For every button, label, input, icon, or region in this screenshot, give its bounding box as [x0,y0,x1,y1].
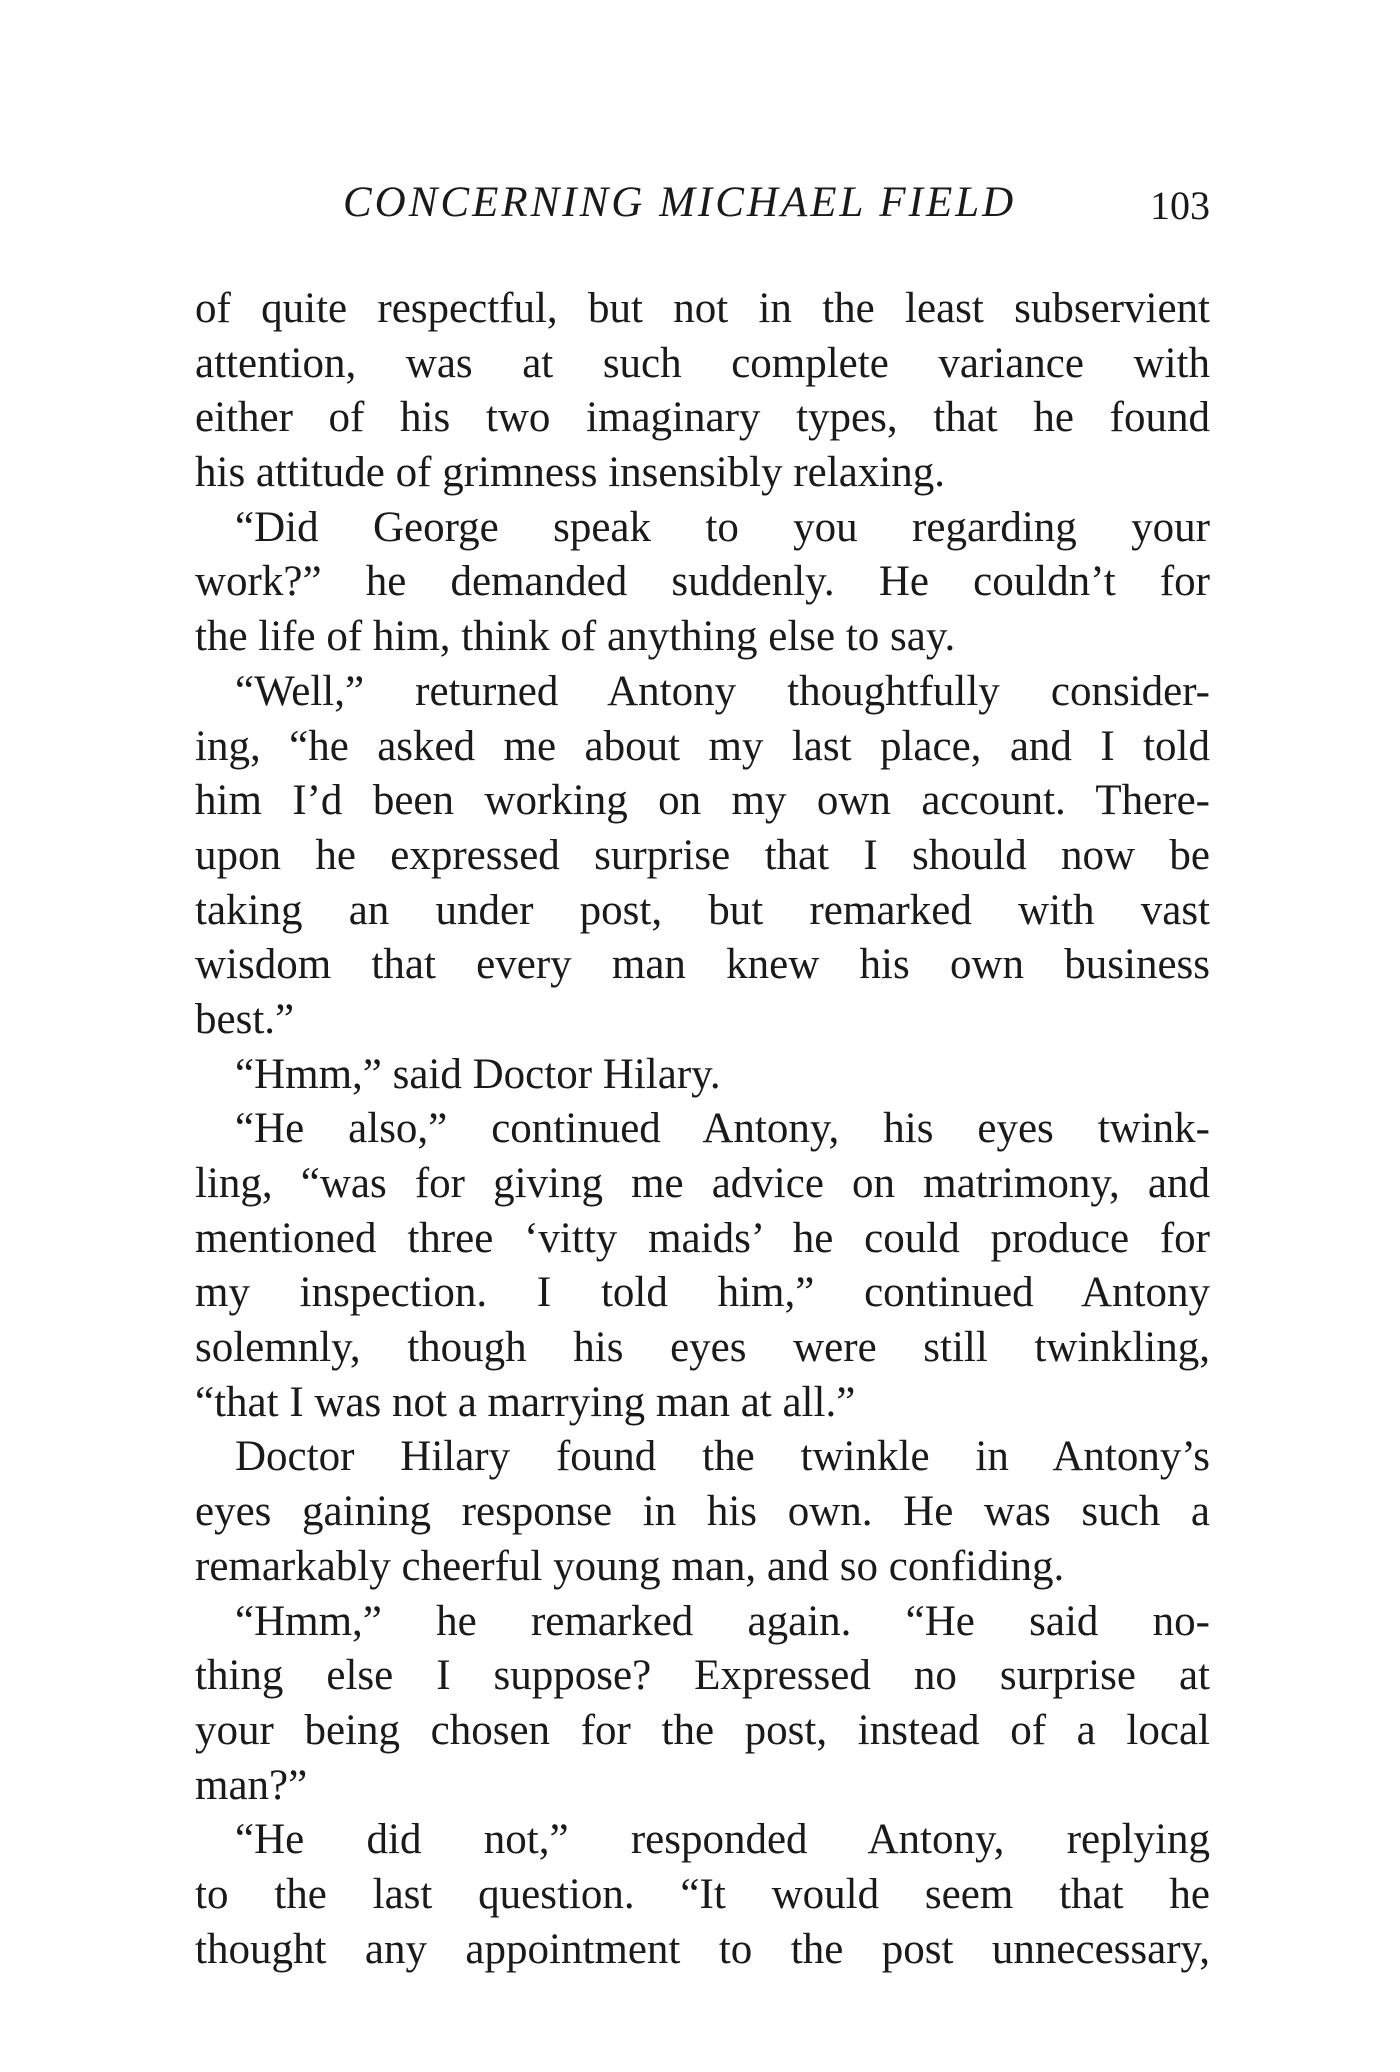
text-line: remarkably cheerful young man, and so confiding. [195,1542,1065,1590]
text-line: him I’d been working on my own account. There- [195,777,1210,825]
text-line: “He also,” continued Antony, his eyes twink- [235,1105,1210,1153]
text-line: “Hmm,” said Doctor Hilary. [235,1050,721,1098]
text-line: your being chosen for the post, instead of a local [195,1706,1210,1754]
text-line: taking an under post, but remarked with vast [195,886,1210,934]
text-line: either of his two imaginary types, that he found [195,394,1210,442]
text-line: work?” he demanded suddenly. He couldn’t for [195,558,1210,606]
text-line: eyes gaining response in his own. He was such a [195,1488,1210,1536]
text-line: “Hmm,” he remarked again. “He said no- [235,1597,1210,1645]
text-line: “He did not,” responded Antony, replying [235,1816,1210,1864]
text-line: “that I was not a marrying man at all.” [195,1378,856,1426]
text-line: attention, was at such complete variance with [195,339,1210,387]
page-number: 103 [1150,183,1210,228]
text-line: his attitude of grimness insensibly relaxing. [195,449,946,497]
running-head [195,178,1210,238]
text-line: ling, “was for giving me advice on matrimony, and [195,1160,1210,1207]
text-line: ing, “he asked me about my last place, and I told [195,722,1210,770]
text-line: thing else I suppose? Expressed no surprise at [195,1652,1210,1700]
text-line: “Did George speak to you regarding your [235,503,1210,551]
running-title: CONCERNING MICHAEL FIELD [343,179,1017,226]
text-line: best.” [195,995,295,1043]
text-line: mentioned three ‘vitty maids’ he could produce for [195,1214,1210,1262]
body-text [195,282,1210,1977]
text-line: upon he expressed surprise that I should now be [195,831,1210,879]
text-line: thought any appointment to the post unnecessary, [195,1925,1210,1973]
text-line: Doctor Hilary found the twinkle in Antony’s [235,1433,1210,1481]
text-line: of quite respectful, but not in the least subservient [195,285,1210,332]
text-line: man?” [195,1761,308,1809]
text-line: wisdom that every man knew his own business [195,941,1210,989]
text-line: the life of him, think of anything else to say. [195,613,956,661]
text-line: solemnly, though his eyes were still twinkling, [195,1324,1210,1372]
text-line: “Well,” returned Antony thoughtfully consider- [235,667,1210,715]
text-line: my inspection. I told him,” continued Antony [195,1269,1210,1317]
text-line: to the last question. “It would seem that he [195,1870,1210,1918]
